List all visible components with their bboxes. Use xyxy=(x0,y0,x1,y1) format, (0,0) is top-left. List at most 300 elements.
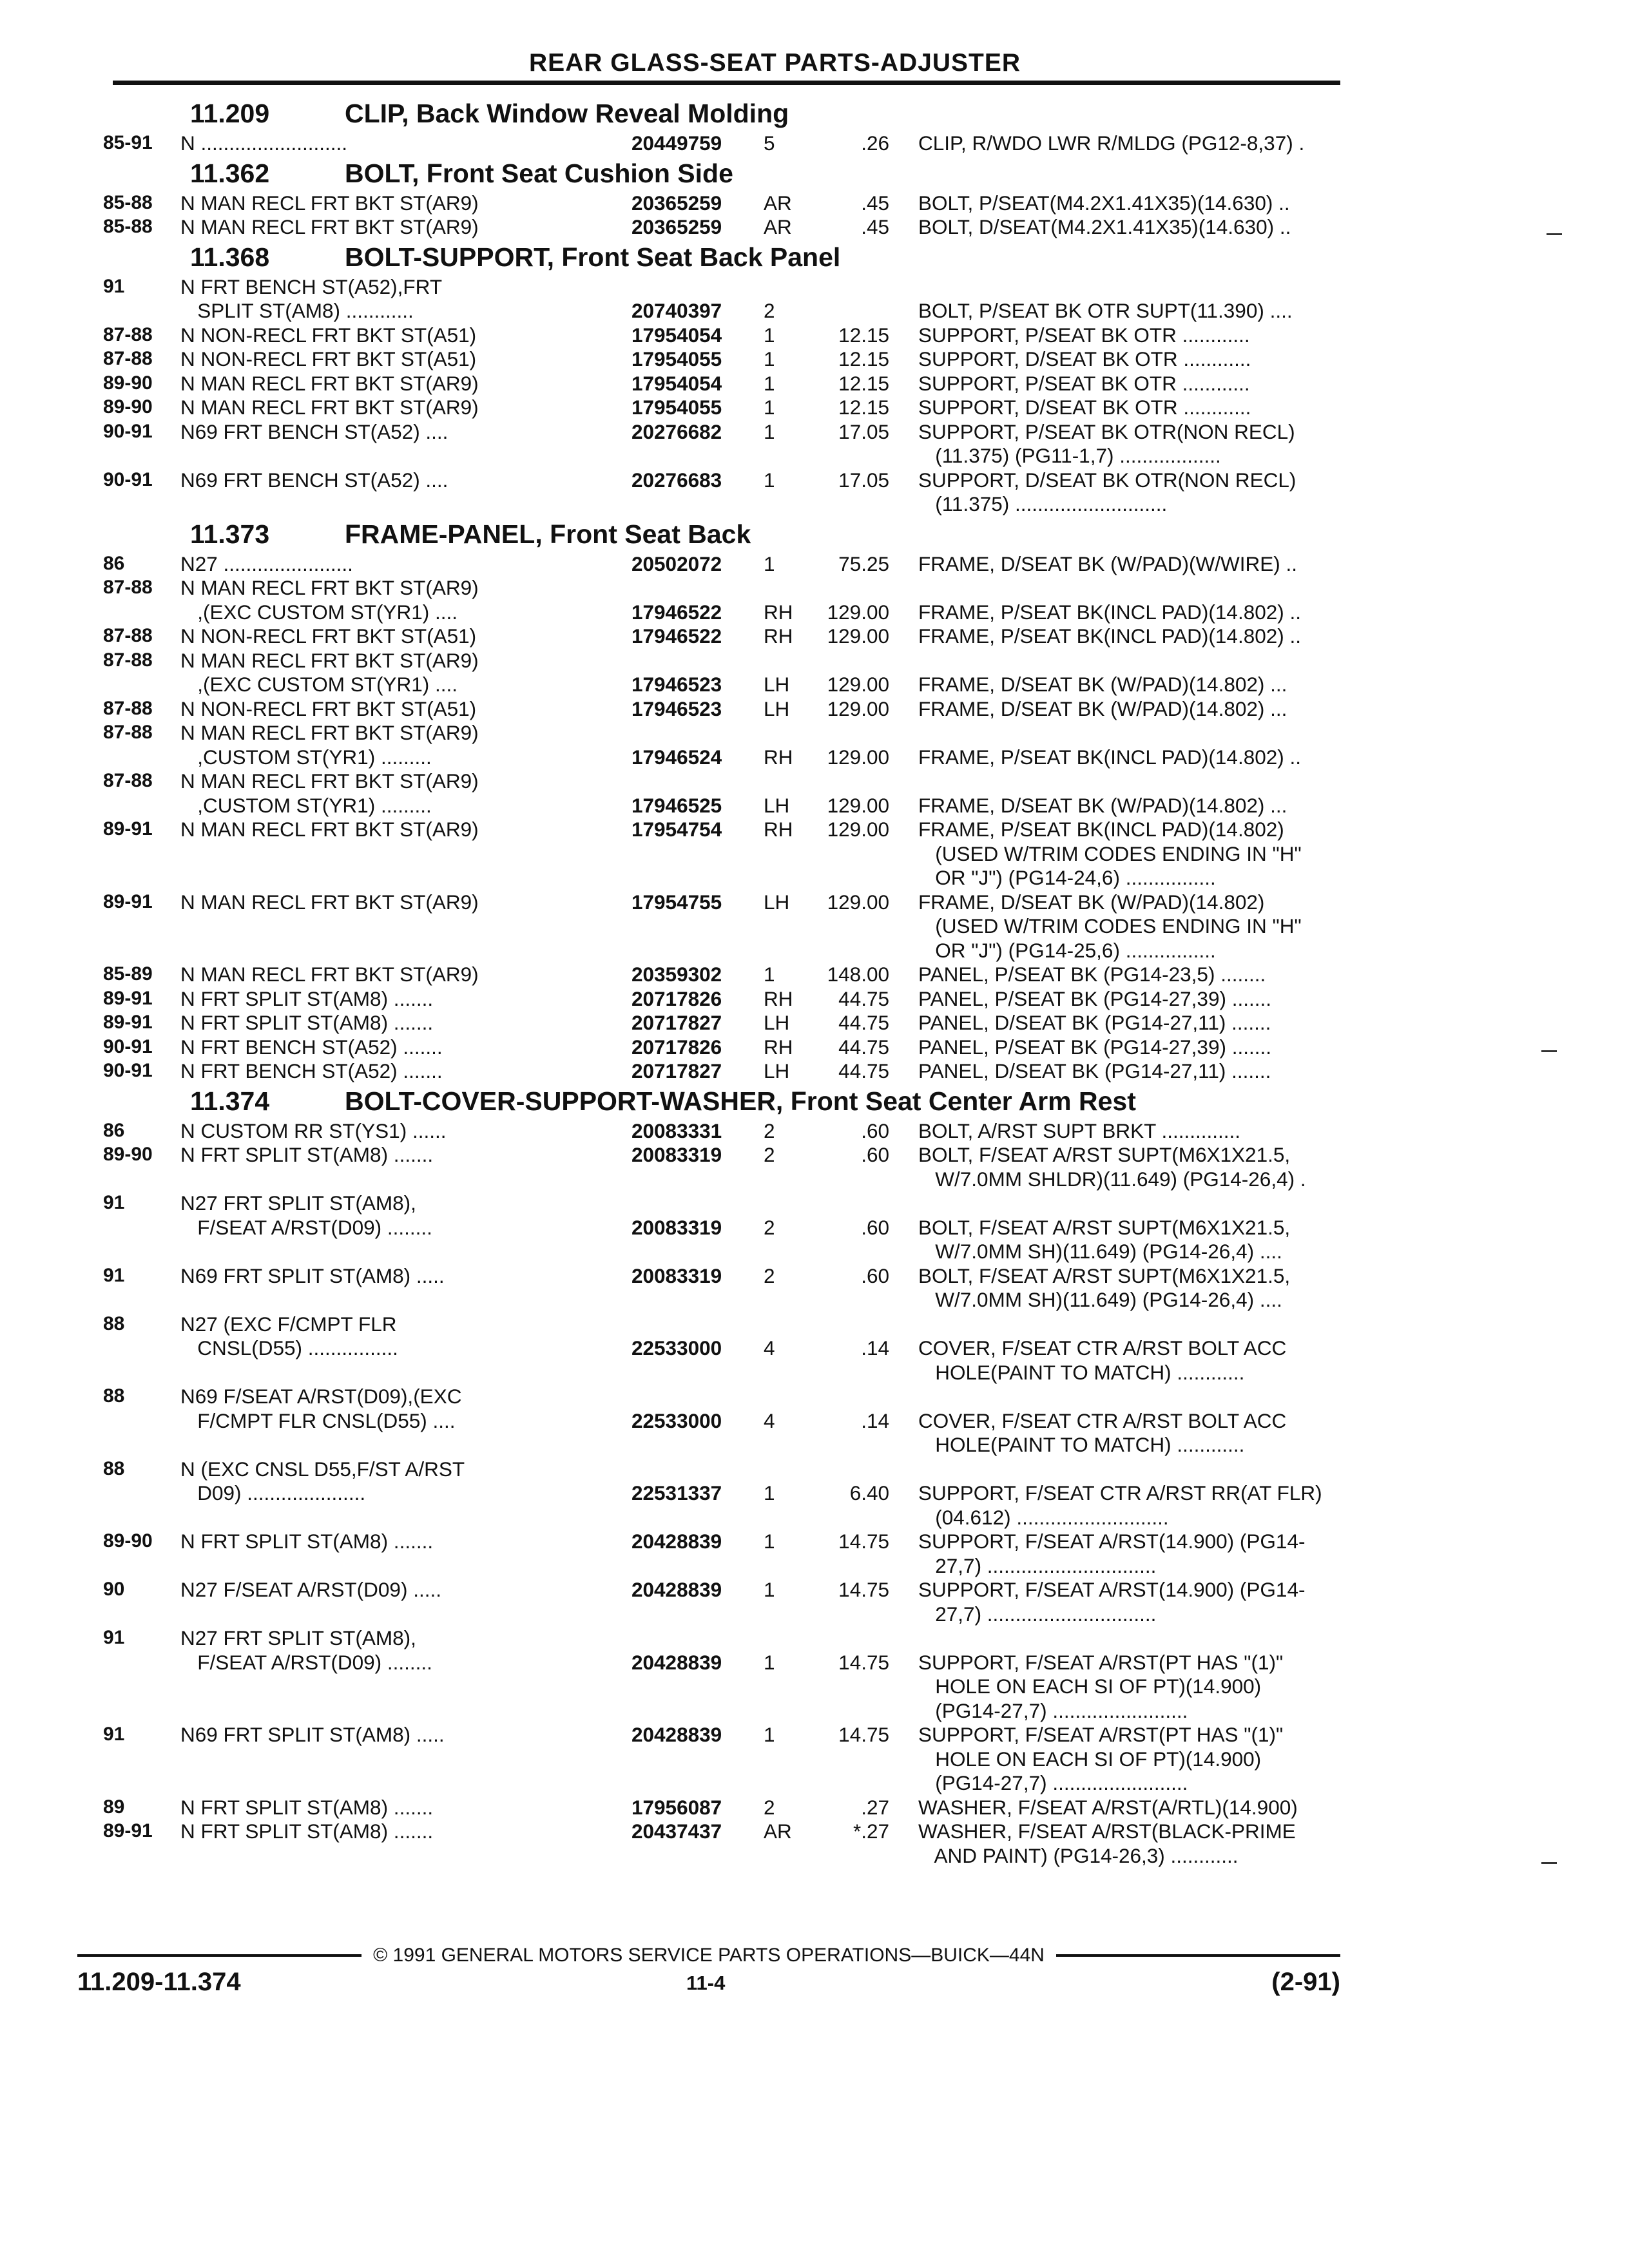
parts-row xyxy=(103,1506,1347,1530)
price: 14.75 xyxy=(838,1723,889,1746)
application: N NON-RECL FRT BKT ST(A51) xyxy=(180,624,477,648)
parts-row xyxy=(103,721,1347,745)
section-11-373 xyxy=(103,516,1347,1083)
quantity: LH xyxy=(764,793,790,817)
model-years: 89-91 xyxy=(103,890,153,912)
application: N FRT SPLIT ST(AM8) ....... xyxy=(180,1820,434,1843)
quantity: LH xyxy=(764,1011,790,1034)
section-number: 11.373 xyxy=(190,519,270,549)
part-number: 20428839 xyxy=(631,1650,722,1674)
price: 12.15 xyxy=(838,323,889,347)
parts-row xyxy=(103,673,1347,697)
part-description: W/7.0MM SH)(11.649) (PG14-26,4) .... xyxy=(918,1240,1282,1263)
parts-row xyxy=(103,420,1347,444)
part-description: AND PAINT) (PG14-26,3) ............ xyxy=(918,1843,1239,1867)
parts-row xyxy=(103,1361,1347,1385)
price: 17.05 xyxy=(838,468,889,492)
copyright-notice: © 1991 GENERAL MOTORS SERVICE PARTS OPERATIONS—BUICK—44N xyxy=(373,1945,1045,1966)
part-number: 20276683 xyxy=(631,468,722,492)
parts-row xyxy=(103,1433,1347,1457)
model-years: 88 xyxy=(103,1457,125,1479)
application: N MAN RECL FRT BKT ST(AR9) xyxy=(180,721,479,744)
part-number: 20428839 xyxy=(631,1530,722,1553)
application: N MAN RECL FRT BKT ST(AR9) xyxy=(180,396,479,419)
parts-row xyxy=(103,372,1347,396)
quantity: 2 xyxy=(764,1264,775,1287)
quantity: RH xyxy=(764,818,793,841)
model-years: 89-90 xyxy=(103,1530,153,1552)
part-number: 20449759 xyxy=(631,131,722,155)
parts-row xyxy=(103,299,1347,323)
part-number: 20083319 xyxy=(631,1143,722,1166)
part-description: BOLT, F/SEAT A/RST SUPT(M6X1X21.5, xyxy=(918,1264,1291,1287)
quantity: 1 xyxy=(764,419,775,443)
model-years: 90-91 xyxy=(103,420,153,442)
part-description: (USED W/TRIM CODES ENDING IN "H" xyxy=(918,914,1302,937)
part-description: CLIP, R/WDO LWR R/MLDG (PG12-8,37) . xyxy=(918,131,1305,155)
price: .60 xyxy=(861,1215,889,1239)
application: N (EXC CNSL D55,F/ST A/RST xyxy=(180,1457,465,1481)
section-number: 11.374 xyxy=(190,1086,270,1116)
section-title: BOLT-COVER-SUPPORT-WASHER, Front Seat Center Arm Rest xyxy=(345,1086,1136,1116)
part-number: 20365259 xyxy=(631,215,722,238)
part-number: 17946523 xyxy=(631,673,722,696)
part-number: 20359302 xyxy=(631,963,722,986)
part-description: SUPPORT, F/SEAT A/RST(14.900) (PG14- xyxy=(918,1578,1306,1601)
part-number: 20717826 xyxy=(631,1035,722,1059)
part-number: 22533000 xyxy=(631,1408,722,1432)
application: N NON-RECL FRT BKT ST(A51) xyxy=(180,347,477,370)
part-description: (04.612) ........................... xyxy=(918,1505,1169,1529)
part-description: PANEL, P/SEAT BK (PG14-27,39) ....... xyxy=(918,1035,1271,1059)
price: 44.75 xyxy=(838,986,889,1010)
part-description: COVER, F/SEAT CTR A/RST BOLT ACC xyxy=(918,1336,1287,1360)
model-years: 91 xyxy=(103,1627,125,1648)
model-years: 87-88 xyxy=(103,697,153,719)
parts-row xyxy=(103,649,1347,673)
part-description: FRAME, D/SEAT BK (W/PAD)(14.802) ... xyxy=(918,793,1287,817)
application: ,(EXC CUSTOM ST(YR1) .... xyxy=(180,673,458,696)
parts-row xyxy=(103,1336,1347,1360)
part-number: 17954755 xyxy=(631,890,722,914)
quantity: 1 xyxy=(764,552,775,575)
parts-row xyxy=(103,1771,1347,1795)
model-years: 87-88 xyxy=(103,577,153,598)
part-description: W/7.0MM SH)(11.649) (PG14-26,4) .... xyxy=(918,1288,1282,1311)
model-years: 90-91 xyxy=(103,1060,153,1081)
application: N FRT SPLIT ST(AM8) ....... xyxy=(180,1530,434,1553)
part-number: 17946525 xyxy=(631,793,722,817)
part-description: PANEL, D/SEAT BK (PG14-27,11) ....... xyxy=(918,1059,1271,1082)
application: F/SEAT A/RST(D09) ........ xyxy=(180,1215,432,1239)
price: .60 xyxy=(861,1264,889,1287)
application: N69 FRT SPLIT ST(AM8) ..... xyxy=(180,1264,445,1287)
quantity: 2 xyxy=(764,1119,775,1142)
quantity: AR xyxy=(764,1820,792,1843)
parts-row xyxy=(103,396,1347,419)
price: 129.00 xyxy=(827,697,889,720)
part-number: 20083319 xyxy=(631,1264,722,1287)
part-number: 22533000 xyxy=(631,1336,722,1360)
quantity: 1 xyxy=(764,347,775,370)
parts-row xyxy=(103,1820,1347,1843)
parts-row xyxy=(103,890,1347,914)
section-11-362 xyxy=(103,155,1347,239)
margin-mark xyxy=(1541,1862,1557,1864)
parts-row xyxy=(103,963,1347,986)
header-rule xyxy=(113,81,1340,85)
section-number: 11.368 xyxy=(190,242,270,272)
part-number: 20502072 xyxy=(631,552,722,575)
part-number: 17954054 xyxy=(631,371,722,395)
application: N27 FRT SPLIT ST(AM8), xyxy=(180,1626,416,1649)
application: N FRT SPLIT ST(AM8) ....... xyxy=(180,1795,434,1819)
parts-row xyxy=(103,769,1347,793)
application: N .......................... xyxy=(180,131,348,155)
price: 129.00 xyxy=(827,745,889,769)
price: 148.00 xyxy=(827,963,889,986)
price: .14 xyxy=(861,1336,889,1360)
model-years: 90-91 xyxy=(103,468,153,490)
part-description: FRAME, D/SEAT BK (W/PAD)(14.802) ... xyxy=(918,673,1287,696)
application: N FRT SPLIT ST(AM8) ....... xyxy=(180,1143,434,1166)
model-years: 86 xyxy=(103,1119,125,1141)
price: 14.75 xyxy=(838,1650,889,1674)
quantity: RH xyxy=(764,745,793,769)
parts-list xyxy=(103,95,1347,1867)
price: .45 xyxy=(861,191,889,215)
parts-row xyxy=(103,1119,1347,1143)
parts-row xyxy=(103,576,1347,600)
application: ,CUSTOM ST(YR1) ......... xyxy=(180,793,432,817)
parts-row xyxy=(103,1240,1347,1264)
model-years: 87-88 xyxy=(103,770,153,791)
part-description: HOLE ON EACH SI OF PT)(14.900) xyxy=(918,1675,1262,1698)
price: 129.00 xyxy=(827,673,889,696)
parts-row xyxy=(103,1143,1347,1167)
application: N FRT SPLIT ST(AM8) ....... xyxy=(180,986,434,1010)
application: N MAN RECL FRT BKT ST(AR9) xyxy=(180,769,479,793)
part-description: SUPPORT, D/SEAT BK OTR(NON RECL) xyxy=(918,468,1296,492)
parts-row xyxy=(103,697,1347,721)
part-description: BOLT, D/SEAT(M4.2X1.41X35)(14.630) .. xyxy=(918,215,1291,238)
part-number: 20437437 xyxy=(631,1820,722,1843)
model-years: 85-89 xyxy=(103,963,153,985)
part-description: HOLE(PAINT TO MATCH) ............ xyxy=(918,1433,1245,1456)
parts-row xyxy=(103,1168,1347,1191)
price: 17.05 xyxy=(838,419,889,443)
section-11-374 xyxy=(103,1083,1347,1868)
application: N MAN RECL FRT BKT ST(AR9) xyxy=(180,648,479,672)
parts-row xyxy=(103,1723,1347,1747)
quantity: 1 xyxy=(764,468,775,492)
part-description: (11.375) ........................... xyxy=(918,492,1168,515)
model-years: 90-91 xyxy=(103,1035,153,1057)
application: N CUSTOM RR ST(YS1) ...... xyxy=(180,1119,447,1142)
section-number: 11.362 xyxy=(190,158,270,188)
parts-row xyxy=(103,1675,1347,1698)
part-description: HOLE(PAINT TO MATCH) ............ xyxy=(918,1360,1245,1384)
model-years: 91 xyxy=(103,1192,125,1213)
footer-rule-right xyxy=(1056,1954,1340,1957)
section-title: BOLT-SUPPORT, Front Seat Back Panel xyxy=(345,242,841,272)
quantity: LH xyxy=(764,1059,790,1082)
quantity: LH xyxy=(764,890,790,914)
part-number: 17954055 xyxy=(631,347,722,370)
parts-row xyxy=(103,1651,1347,1675)
part-description: (11.375) (PG11-1,7) .................. xyxy=(918,444,1221,467)
quantity: 2 xyxy=(764,1795,775,1819)
model-years: 88 xyxy=(103,1385,125,1407)
part-number: 17954055 xyxy=(631,396,722,419)
parts-row xyxy=(103,745,1347,769)
application: ,(EXC CUSTOM ST(YR1) .... xyxy=(180,600,458,624)
parts-row xyxy=(103,866,1347,890)
application: N MAN RECL FRT BKT ST(AR9) xyxy=(180,890,479,914)
application: N27 ....................... xyxy=(180,552,353,575)
part-description: 27,7) .............................. xyxy=(918,1553,1157,1577)
parts-row xyxy=(103,468,1347,492)
application: N MAN RECL FRT BKT ST(AR9) xyxy=(180,963,479,986)
price: 12.15 xyxy=(838,371,889,395)
model-years: 91 xyxy=(103,1724,125,1745)
parts-row xyxy=(103,794,1347,818)
model-years: 85-88 xyxy=(103,191,153,213)
parts-row xyxy=(103,624,1347,648)
parts-row xyxy=(103,1011,1347,1035)
price: 129.00 xyxy=(827,793,889,817)
section-title: BOLT, Front Seat Cushion Side xyxy=(345,158,733,188)
margin-mark xyxy=(1547,233,1562,235)
part-number: 20365259 xyxy=(631,191,722,215)
revision-date: (2-91) xyxy=(1271,1968,1340,1996)
parts-row xyxy=(103,1530,1347,1553)
application: N69 FRT SPLIT ST(AM8) ..... xyxy=(180,1723,445,1746)
part-description: W/7.0MM SHLDR)(11.649) (PG14-26,4) . xyxy=(918,1167,1306,1191)
parts-row xyxy=(103,1626,1347,1650)
part-description: SUPPORT, P/SEAT BK OTR ............ xyxy=(918,371,1250,395)
price: *.27 xyxy=(853,1820,889,1843)
model-years: 89-91 xyxy=(103,818,153,840)
parts-row xyxy=(103,1035,1347,1059)
price: 44.75 xyxy=(838,1035,889,1059)
quantity: LH xyxy=(764,697,790,720)
part-description: SUPPORT, D/SEAT BK OTR ............ xyxy=(918,396,1251,419)
parts-row xyxy=(103,347,1347,371)
part-number: 17946523 xyxy=(631,697,722,720)
section-title: CLIP, Back Window Reveal Molding xyxy=(345,99,789,128)
part-number: 20717827 xyxy=(631,1059,722,1082)
parts-row xyxy=(103,1747,1347,1771)
quantity: 1 xyxy=(764,371,775,395)
part-description: PANEL, P/SEAT BK (PG14-23,5) ........ xyxy=(918,963,1266,986)
price: 129.00 xyxy=(827,600,889,624)
parts-row xyxy=(103,601,1347,624)
part-description: OR "J") (PG14-24,6) ................ xyxy=(918,866,1216,889)
model-years: 90 xyxy=(103,1579,125,1600)
quantity: 1 xyxy=(764,1530,775,1553)
section-title: FRAME-PANEL, Front Seat Back xyxy=(345,519,751,549)
parts-row xyxy=(103,1844,1347,1868)
parts-row xyxy=(103,914,1347,938)
quantity: 5 xyxy=(764,131,775,155)
part-description: PANEL, D/SEAT BK (PG14-27,11) ....... xyxy=(918,1011,1271,1034)
quantity: 2 xyxy=(764,299,775,322)
parts-row xyxy=(103,1385,1347,1408)
part-number: 20717827 xyxy=(631,1011,722,1034)
part-number: 17946522 xyxy=(631,600,722,624)
quantity: LH xyxy=(764,673,790,696)
page-number: 11-4 xyxy=(686,1972,726,1994)
model-years: 85-88 xyxy=(103,216,153,237)
quantity: 4 xyxy=(764,1336,775,1360)
price: 14.75 xyxy=(838,1578,889,1601)
application: N69 FRT BENCH ST(A52) .... xyxy=(180,468,448,492)
price: .60 xyxy=(861,1143,889,1166)
parts-row xyxy=(103,1191,1347,1215)
model-years: 89-91 xyxy=(103,1012,153,1033)
model-years: 87-88 xyxy=(103,323,153,345)
model-years: 89-91 xyxy=(103,987,153,1009)
model-years: 89-90 xyxy=(103,1144,153,1165)
parts-row xyxy=(103,215,1347,239)
parts-row xyxy=(103,1264,1347,1288)
application: N FRT BENCH ST(A52) ....... xyxy=(180,1035,443,1059)
part-description: (USED W/TRIM CODES ENDING IN "H" xyxy=(918,841,1302,865)
application: F/CMPT FLR CNSL(D55) .... xyxy=(180,1408,456,1432)
price: .45 xyxy=(861,215,889,238)
application: F/SEAT A/RST(D09) ........ xyxy=(180,1650,432,1674)
page-footer xyxy=(77,1945,1340,2005)
price: .60 xyxy=(861,1119,889,1142)
parts-row xyxy=(103,1554,1347,1578)
part-description: FRAME, D/SEAT BK (W/PAD)(W/WIRE) .. xyxy=(918,552,1297,575)
part-number: 17946524 xyxy=(631,745,722,769)
price: 129.00 xyxy=(827,818,889,841)
model-years: 89-91 xyxy=(103,1820,153,1841)
section-number: 11.209 xyxy=(190,99,270,128)
section-heading xyxy=(103,155,1347,191)
parts-row xyxy=(103,1288,1347,1312)
application: N69 F/SEAT A/RST(D09),(EXC xyxy=(180,1385,462,1408)
section-heading xyxy=(103,516,1347,552)
application: N FRT BENCH ST(A52) ....... xyxy=(180,1059,443,1082)
model-years: 87-88 xyxy=(103,348,153,369)
quantity: 1 xyxy=(764,396,775,419)
quantity: AR xyxy=(764,215,792,238)
part-description: FRAME, D/SEAT BK (W/PAD)(14.802) ... xyxy=(918,697,1287,720)
quantity: AR xyxy=(764,191,792,215)
quantity: 1 xyxy=(764,1578,775,1601)
price: 44.75 xyxy=(838,1011,889,1034)
parts-row xyxy=(103,1481,1347,1505)
application: N69 FRT BENCH ST(A52) .... xyxy=(180,419,448,443)
model-years: 86 xyxy=(103,552,125,574)
part-description: COVER, F/SEAT CTR A/RST BOLT ACC xyxy=(918,1408,1287,1432)
footer-rule-left xyxy=(77,1954,361,1957)
parts-row xyxy=(103,1409,1347,1433)
parts-row xyxy=(103,1578,1347,1602)
model-years: 91 xyxy=(103,1264,125,1286)
part-description: BOLT, F/SEAT A/RST SUPT(M6X1X21.5, xyxy=(918,1143,1291,1166)
part-number: 20276682 xyxy=(631,419,722,443)
part-description: FRAME, P/SEAT BK(INCL PAD)(14.802) xyxy=(918,818,1284,841)
part-description: SUPPORT, P/SEAT BK OTR ............ xyxy=(918,323,1250,347)
part-number: 22531337 xyxy=(631,1481,722,1504)
parts-row xyxy=(103,323,1347,347)
model-years: 91 xyxy=(103,275,125,297)
application: N NON-RECL FRT BKT ST(A51) xyxy=(180,697,477,720)
part-number: 17956087 xyxy=(631,1795,722,1819)
application: N NON-RECL FRT BKT ST(A51) xyxy=(180,323,477,347)
price: .26 xyxy=(861,131,889,155)
part-number: 17954754 xyxy=(631,818,722,841)
part-description: (PG14-27,7) ........................ xyxy=(918,1698,1188,1722)
price: 12.15 xyxy=(838,396,889,419)
price: 44.75 xyxy=(838,1059,889,1082)
part-description: SUPPORT, D/SEAT BK OTR ............ xyxy=(918,347,1251,370)
application: N MAN RECL FRT BKT ST(AR9) xyxy=(180,576,479,599)
quantity: 1 xyxy=(764,1481,775,1504)
parts-row xyxy=(103,552,1347,576)
model-years: 89-90 xyxy=(103,372,153,394)
parts-row xyxy=(103,131,1347,155)
quantity: RH xyxy=(764,624,793,648)
model-years: 87-88 xyxy=(103,649,153,671)
price: .27 xyxy=(861,1795,889,1819)
parts-row xyxy=(103,1699,1347,1723)
price: .14 xyxy=(861,1408,889,1432)
application: N27 (EXC F/CMPT FLR xyxy=(180,1312,397,1336)
parts-row xyxy=(103,939,1347,963)
part-description: FRAME, P/SEAT BK(INCL PAD)(14.802) .. xyxy=(918,745,1301,769)
quantity: 1 xyxy=(764,1650,775,1674)
part-description: PANEL, P/SEAT BK (PG14-27,39) ....... xyxy=(918,986,1271,1010)
part-number: 20428839 xyxy=(631,1723,722,1746)
quantity: 4 xyxy=(764,1408,775,1432)
parts-row xyxy=(103,1059,1347,1083)
part-description: BOLT, A/RST SUPT BRKT .............. xyxy=(918,1119,1241,1142)
quantity: 1 xyxy=(764,963,775,986)
section-range: 11.209-11.374 xyxy=(77,1968,241,1996)
part-description: BOLT, P/SEAT BK OTR SUPT(11.390) .... xyxy=(918,299,1293,322)
model-years: 88 xyxy=(103,1312,125,1334)
part-description: BOLT, F/SEAT A/RST SUPT(M6X1X21.5, xyxy=(918,1215,1291,1239)
part-description: HOLE ON EACH SI OF PT)(14.900) xyxy=(918,1747,1262,1771)
section-heading xyxy=(103,1083,1347,1119)
part-number: 20717826 xyxy=(631,986,722,1010)
parts-row xyxy=(103,842,1347,866)
application: SPLIT ST(AM8) ............ xyxy=(180,299,414,322)
application: N MAN RECL FRT BKT ST(AR9) xyxy=(180,818,479,841)
quantity: RH xyxy=(764,600,793,624)
quantity: 1 xyxy=(764,1723,775,1746)
application: ,CUSTOM ST(YR1) ......... xyxy=(180,745,432,769)
part-description: OR "J") (PG14-25,6) ................ xyxy=(918,938,1216,962)
part-description: BOLT, P/SEAT(M4.2X1.41X35)(14.630) .. xyxy=(918,191,1290,215)
parts-row xyxy=(103,1602,1347,1626)
parts-row xyxy=(103,191,1347,215)
quantity: 2 xyxy=(764,1215,775,1239)
part-number: 20428839 xyxy=(631,1578,722,1601)
application: N27 F/SEAT A/RST(D09) ..... xyxy=(180,1578,441,1601)
price: 6.40 xyxy=(849,1481,889,1504)
quantity: 2 xyxy=(764,1143,775,1166)
part-description: SUPPORT, P/SEAT BK OTR(NON RECL) xyxy=(918,419,1295,443)
model-years: 89-90 xyxy=(103,396,153,418)
quantity: 1 xyxy=(764,323,775,347)
part-description: FRAME, P/SEAT BK(INCL PAD)(14.802) .. xyxy=(918,624,1301,648)
